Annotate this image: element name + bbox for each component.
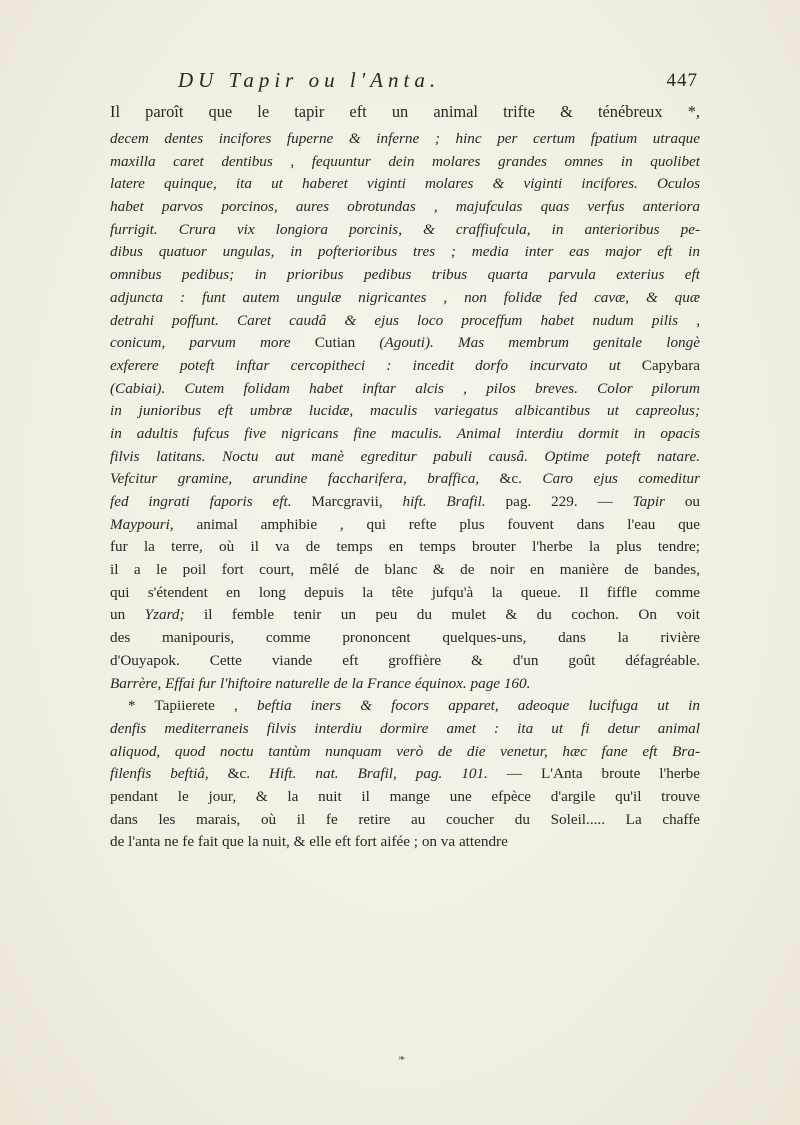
italic-span: (Cabiai). Cutem folidam habet inftar alcis , pilos breves. Color pilorum [110,379,700,397]
text-line [110,559,700,582]
text-line [110,741,700,764]
text-line [110,536,700,559]
text-line [110,173,700,196]
body-text [110,100,700,854]
text-line [110,446,700,469]
text-line [110,196,700,219]
roman-span: Cutian [314,334,380,352]
text-line [110,604,700,627]
italic-span: fed ingrati faporis eft. [110,493,312,510]
printer-mark-icon: ❧ [398,1054,406,1064]
roman-span: pag. 229. — [505,493,633,510]
italic-span: Caro ejus comeditur [542,470,700,488]
text-line [110,241,700,264]
italic-span: Tapir [632,493,685,510]
text-line [110,831,700,854]
running-title: DU Tapir ou l'Anta. [178,68,441,92]
roman-span: d'Ouyapok. Cette viande eft groffière & d'un goût défagréable. [110,651,700,669]
italic-span: dibus quatuor ungulas, in pofterioribus tres ; media inter eas major eft in [110,243,700,261]
italic-span: maxilla caret dentibus , fequuntur dein molares grandes omnes in quolibet [110,152,700,170]
text-line [110,310,700,333]
roman-span: il femble tenir un peu du mulet & du cochon. On voit [204,606,700,624]
italic-span: Maypouri, [110,515,197,533]
italic-span: beftia iners & focors apparet, adeoque lucifuga ut in [256,697,700,715]
text-line [110,491,700,514]
text-line [110,627,700,650]
italic-span: adjuncta : funt autem ungulæ nigricantes , non folidæ fed cavæ, & quæ [110,288,700,306]
italic-span: aliquod, quod noctu tantùm nunquam verò de die venetur, hæc fane eft Bra- [110,742,700,760]
roman-span: qui s'étendent en long depuis la tête jufqu'à la queue. Il fiffle comme [110,583,700,601]
text-line [110,468,700,491]
italic-span: omnibus pedibus; in prioribus pedibus tribus quarta parvula exterius eft [110,266,700,284]
text-line [110,332,700,355]
roman-span: &c. [227,765,269,783]
italic-span: Hift. nat. Brafil, pag. 101. [269,765,507,783]
roman-span: il a le poil fort court, mêlé de blanc & de noir en manière de bandes, [110,561,700,579]
italic-span: Vefcitur gramine, arundine faccharifera, braffica, [110,470,500,488]
italic-span: habet parvos porcinos, aures obrotundas , majufculas quas verfus anteriora [110,198,700,216]
text-line [110,650,700,673]
roman-span: * Tapiierete , [128,697,257,715]
text-line [110,695,700,718]
text-line [110,514,700,537]
text-line [110,355,700,378]
text-line [110,423,700,446]
italic-span: (Agouti). Mas membrum genitale longè [379,334,700,352]
text-line [110,151,700,174]
italic-span: filvis latitans. Noctu aut manè egreditur pabuli causâ. Optime poteft natare. [110,447,700,465]
italic-span: in adultis fufcus five nigricans fine maculis. Animal interdiu dormit in opacis [110,424,700,442]
text-line [110,786,700,809]
italic-span: furrigit. Crura vix longiora porcinis, & craffiufcula, in anterioribus pe- [110,220,700,238]
roman-span: dans les marais, où il fe retire au coucher du Soleil..... La chaffe [110,810,700,828]
italic-span: exferere poteft inftar cercopitheci : incedit dorfo incurvato ut [110,356,642,374]
text-line [110,582,700,605]
text-line [110,809,700,832]
roman-span: &c. [499,470,543,488]
roman-span: Il paroît que le tapir eft un animal trifte & ténébreux *, [110,102,700,121]
roman-span: — L'Anta broute l'herbe [506,765,700,783]
italic-span: Yzard; [144,606,205,624]
roman-span: Marcgravii, [311,493,403,510]
italic-span: hift. Brafil. [402,493,506,510]
text-line [110,673,700,696]
roman-span: Capybara [641,356,700,374]
italic-span: filenfis beftiâ, [110,765,228,783]
text-line [110,264,700,287]
italic-span: conicum, parvum more [110,334,315,352]
italic-span: latere quinque, ita ut haberet viginti molares & viginti incifores. Oculos [110,175,700,193]
text-line [110,763,700,786]
roman-span: de l'anta ne fe fait que la nuit, & elle eft fort aifée ; on va attendre [110,833,508,851]
italic-span: denfis mediterraneis filvis interdiu dormire amet : ita ut fi detur animal [110,719,700,737]
text-line [110,400,700,423]
italic-span: Barrère, Effai fur l'hiftoire naturelle de la France équinox. page 160. [110,674,531,692]
roman-span: des manipouris, comme prononcent quelques-uns, dans la rivière [110,629,700,647]
roman-span: ou [684,493,700,510]
roman-span: pendant le jour, & la nuit il mange une efpèce d'argile qu'il trouve [110,787,700,805]
text-line [110,378,700,401]
text-line [110,219,700,242]
text-line [110,718,700,741]
text-line [110,287,700,310]
italic-span: in junioribus eft umbræ lucidæ, maculis variegatus albicantibus ut capreolus; [110,402,700,420]
roman-span: un [110,606,145,624]
roman-span: animal amphibie , qui refte plus fouvent dans l'eau que [196,515,700,533]
text-line [110,128,700,151]
running-head [178,68,698,98]
italic-span: decem dentes incifores fuperne & inferne ; hinc per certum fpatium utraque [110,130,700,147]
page-number: 447 [666,70,698,91]
roman-span: fur la terre, où il va de temps en temps brouter l'herbe la plus tendre; [110,538,700,556]
text-line [110,100,700,124]
italic-span: detrahi poffunt. Caret caudâ & ejus loco proceffum habet nudum pilis , [110,311,700,329]
